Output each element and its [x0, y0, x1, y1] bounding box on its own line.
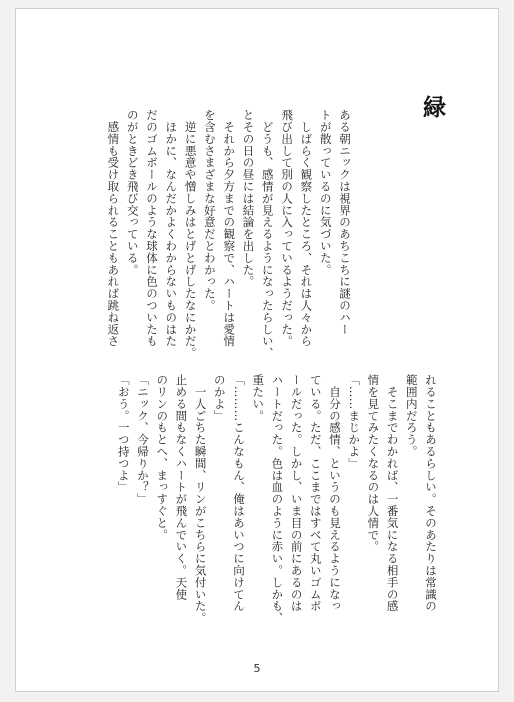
text-line: を含むさまざまな好意だとわかった。 [202, 109, 217, 312]
text-line: ールだった。しかし、いま目の前にあるのは [289, 374, 304, 612]
text-line: 「……まじかよ」 [347, 374, 362, 470]
text-line: それから夕方までの観察で、ハートは愛情 [222, 109, 237, 347]
text-line: 感情も受け取られることもあれば跳ね返さ [106, 109, 121, 347]
text-line: 「ニック、今帰りか？」 [136, 374, 150, 505]
chapter-title: 緑 [419, 95, 445, 118]
text-line: 「………こんなもん、俺はあいつに向けてん [232, 374, 246, 612]
text-line: そこまでわかれば、一番気になる相手の感 [385, 374, 400, 612]
text-line: ある朝ニックは視界のあちこちに謎のハー [338, 109, 352, 336]
text-line: のかよ」 [212, 374, 227, 422]
text-line: どうも、感情が見えるようになったらしい、 [260, 109, 275, 359]
text-line: 「おう。一つ持つよ」 [116, 374, 131, 493]
text-line: ハートだった。色は血のように赤い。しかも、 [270, 374, 285, 624]
page-number: 5 [253, 662, 261, 675]
text-line: 重たい。 [251, 374, 266, 422]
text-line: だのゴムボールのような球体に色のついたも [145, 109, 159, 347]
text-line: のがときどき飛び交っている。 [125, 109, 140, 276]
text-line: ほかに、なんだかよくわからないものはた [164, 109, 179, 347]
text-line: 範囲内だろう。 [404, 374, 419, 458]
text-line: とその日の昼には結論を出した。 [241, 109, 256, 288]
text-line: ている。ただ、ここまではすべて丸いゴムボ [308, 374, 323, 612]
text-line: トが散っているのに気づいた。 [318, 109, 333, 276]
text-line: 情を見てみたくなるのは人情で。 [366, 374, 381, 553]
book-page [15, 8, 499, 692]
text-line: しばらく観察したところ、それは人々から [299, 109, 314, 347]
text-line: 自分の感情、というのも見えるようになっ [328, 374, 342, 612]
text-line: 止める間もなくハートが飛んでいく。天使 [174, 374, 189, 601]
text-line: 飛び出して別の人に入っているようだった。 [280, 109, 295, 347]
text-line: れることもあるらしい。そのあたりは常識の [424, 374, 438, 612]
text-line: のリンのもとへ、まっすぐと。 [155, 374, 170, 541]
text-line: 逆に悪意や憎しみはとげとげしたなにかだ。 [183, 109, 198, 359]
text-line: 一人ごちた瞬間、リンがこちらに気付いた。 [193, 374, 208, 624]
